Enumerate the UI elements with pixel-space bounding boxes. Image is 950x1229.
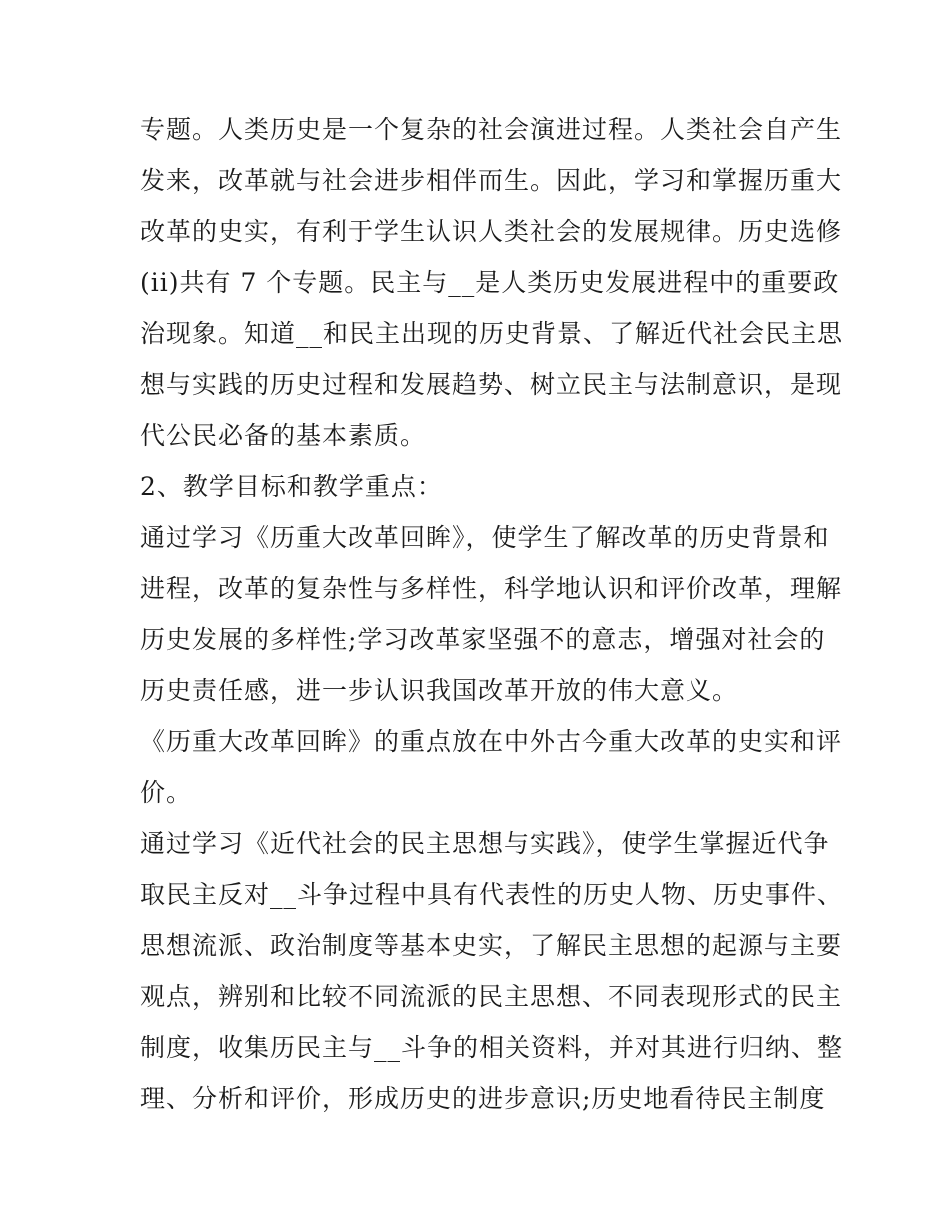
text-line: 进程，改革的复杂性与多样性，科学地认识和评价改革，理解 [140,574,843,603]
text-line: 思想流派、政治制度等基本史实，了解民主思想的起源与主要 [140,931,843,960]
text-line: (ii)共有 7 个专题。民主与__是人类历史发展进程中的重要政 [140,268,840,297]
text-line: 发来，改革就与社会进步相伴而生。因此，学习和掌握历重大 [140,166,843,195]
section-heading: 2、教学目标和教学重点： [140,472,443,501]
text-line: 改革的史实，有利于学生认识人类社会的发展规律。历史选修 [140,217,843,246]
text-line: 观点，辨别和比较不同流派的民主思想、不同表现形式的民主 [140,982,843,1011]
text-line: 制度，收集历民主与__斗争的相关资料，并对其进行归纳、整 [140,1033,844,1062]
text-line: 代公民必备的基本素质。 [140,421,427,450]
text-line: 专题。人类历史是一个复杂的社会演进过程。人类社会自产生 [140,115,843,144]
text-line: 历史发展的多样性;学习改革家坚强不的意志，增强对社会的 [140,625,826,654]
text-line: 通过学习《历重大改革回眸》，使学生了解改革的历史背景和 [140,523,830,552]
text-line: 《历重大改革回眸》的重点放在中外古今重大改革的史实和评 [140,727,843,756]
text-line: 治现象。知道__和民主出现的历史背景、了解近代社会民主思 [140,319,844,348]
text-line: 想与实践的历史过程和发展趋势、树立民主与法制意识，是现 [140,370,843,399]
text-line: 取民主反对__斗争过程中具有代表性的历史人物、历史事件、 [140,880,844,909]
text-line: 价。 [140,778,193,807]
text-line: 历史责任感，进一步认识我国改革开放的伟大意义。 [140,676,739,705]
document-body [140,104,844,1124]
text-line: 理、分析和评价，形成历史的进步意识;历史地看待民主制度 [140,1084,826,1113]
text-line: 通过学习《近代社会的民主思想与实践》，使学生掌握近代争 [140,829,830,858]
